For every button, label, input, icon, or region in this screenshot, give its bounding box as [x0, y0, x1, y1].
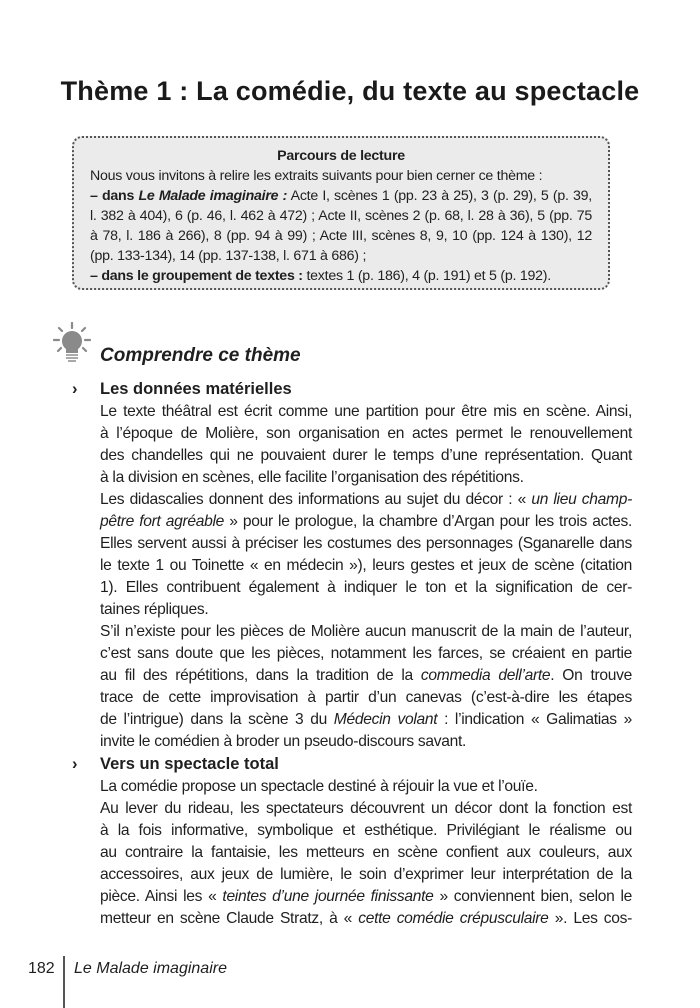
- text-segment: pièce. Ainsi les «: [100, 888, 223, 905]
- text-segment: à la fois informative, symbolique et esthétique. Privilégiant le réalisme ou: [100, 822, 632, 839]
- text-line: [100, 621, 632, 643]
- text-line: [100, 731, 632, 753]
- text-segment: textes 1 (p. 186), 4 (p. 191) et 5 (p. 192).: [302, 268, 551, 284]
- subsection-heading: [72, 755, 279, 774]
- text-segment: » pour le prologue, la chambre d’Argan pour les trois actes.: [224, 513, 632, 530]
- text-segment: Au lever du rideau, les spectateurs découvrent un décor dont la fonction est: [100, 800, 632, 817]
- text-line: [100, 423, 632, 445]
- text-segment: ». Les cos-: [548, 910, 633, 927]
- text-line: [100, 555, 632, 577]
- text-segment: 1). Elles contribuent également à indiquer le ton et la signification de cer-: [100, 579, 632, 596]
- chevron-right-icon: ›: [72, 380, 78, 398]
- text-segment: Les didascalies donnent des informations au sujet du décor : «: [100, 491, 532, 508]
- chevron-right-icon: ›: [72, 755, 78, 773]
- text-line: [90, 166, 592, 186]
- text-line: [90, 186, 592, 206]
- text-line: [90, 266, 592, 286]
- subsection-heading: [72, 380, 292, 399]
- text-line: [100, 445, 632, 467]
- reading-path-text: [90, 166, 592, 286]
- text-line: [100, 643, 632, 665]
- text-line: [90, 206, 592, 226]
- text-line: [90, 246, 592, 266]
- text-segment: c’est sans doute que les pièces, notamment les farces, se créaient en partie: [100, 645, 632, 662]
- text-segment: commedia dell’arte: [420, 667, 551, 684]
- text-line: [100, 401, 632, 423]
- text-segment: Le Malade imaginaire :: [138, 188, 288, 204]
- text-line: [100, 467, 632, 489]
- text-segment: La comédie propose un spectacle destiné à réjouir la vue et l’ouïe.: [100, 778, 538, 795]
- text-segment: trace de cette improvisation à partir d’un canevas (c’est-à-dire les étapes: [100, 689, 632, 706]
- text-line: [100, 709, 632, 731]
- text-line: [100, 864, 632, 886]
- text-line: [100, 489, 632, 511]
- text-segment: un lieu champ-: [531, 491, 632, 508]
- text-segment: » conviennent bien, selon le: [433, 888, 632, 905]
- text-segment: teintes d’une journée finissante: [222, 888, 434, 905]
- text-segment: Elles servent aussi à préciser les costumes des personnages (Sganarelle dans: [100, 535, 632, 552]
- text-line: [100, 842, 632, 864]
- page-title: Thème 1 : La comédie, du texte au spectacle: [60, 76, 640, 106]
- running-title: Le Malade imaginaire: [74, 960, 227, 977]
- text-segment: Médecin volant: [333, 711, 438, 728]
- text-segment: cette comédie crépusculaire: [358, 910, 549, 927]
- text-segment: – dans: [90, 188, 139, 204]
- text-segment: – dans le groupement de textes :: [90, 268, 303, 284]
- subsection-heading-text: Les données matérielles: [100, 380, 292, 398]
- subsection-body: [100, 776, 632, 930]
- text-line: [100, 599, 632, 621]
- text-segment: Acte I, scènes 1 (pp. 23 à 25), 3 (p. 29), 5 (p. 39,: [287, 188, 592, 204]
- text-segment: (pp. 133-134), 14 (pp. 137-138, l. 671 à 686) ;: [90, 248, 367, 264]
- text-segment: au contraire la fantaisie, les metteurs en scène confient aux couleurs, aux: [100, 844, 632, 861]
- lightbulb-icon: [52, 322, 92, 364]
- text-line: [100, 533, 632, 555]
- subsection-body: [100, 401, 632, 753]
- text-segment: à 78, l. 186 à 266), 8 (pp. 94 à 99) ; Acte III, scènes 8, 9, 10 (pp. 124 à 130), 12: [90, 228, 592, 244]
- text-line: [100, 820, 632, 842]
- text-segment: . On trouve: [550, 667, 632, 684]
- text-line: [100, 665, 632, 687]
- text-segment: Le texte théâtral est écrit comme une partition pour être mis en scène. Ainsi,: [100, 403, 632, 420]
- text-line: [90, 226, 592, 246]
- text-line: [100, 886, 632, 908]
- text-line: [100, 798, 632, 820]
- reading-path-box: [72, 136, 610, 290]
- page-number: 182: [28, 960, 55, 977]
- text-segment: accessoires, aux jeux de lumière, le soin d’exprimer leur interprétation de la: [100, 866, 632, 883]
- reading-path-heading: Parcours de lecture: [277, 148, 405, 164]
- text-segment: à la division en scènes, elle facilite l’organisation des répétitions.: [100, 469, 524, 486]
- subsection-heading-text: Vers un spectacle total: [100, 755, 279, 773]
- text-segment: le texte 1 ou Toinette « en médecin »), leurs gestes et jeux de scène (citation: [100, 557, 632, 574]
- text-segment: Nous vous invitons à relire les extraits suivants pour bien cerner ce thème :: [90, 168, 543, 184]
- text-segment: metteur en scène Claude Stratz, à «: [100, 910, 359, 927]
- footer-divider: [63, 956, 65, 1008]
- text-segment: des chandelles qui ne pouvaient durer le temps d’une représentation. Quant: [100, 447, 632, 464]
- text-line: [100, 908, 632, 930]
- text-segment: taines répliques.: [100, 601, 209, 618]
- text-segment: pêtre fort agréable: [100, 513, 225, 530]
- text-segment: invite le comédien à broder un pseudo-discours savant.: [100, 733, 467, 750]
- text-segment: au fil des répétitions, dans la tradition de la: [100, 667, 421, 684]
- text-segment: de l’intrigue) dans la scène 3 du: [100, 711, 334, 728]
- text-line: [100, 776, 632, 798]
- section-title: Comprendre ce thème: [100, 345, 301, 366]
- text-segment: S’il n’existe pour les pièces de Molière aucun manuscrit de la main de l’auteur,: [100, 623, 632, 640]
- text-segment: à l’époque de Molière, son organisation en actes permet le renouvellement: [100, 425, 632, 442]
- text-line: [100, 687, 632, 709]
- text-segment: l. 382 à 404), 6 (p. 46, l. 462 à 472) ; Acte II, scènes 2 (p. 68, l. 28 à 36), 5 (pp. 75: [90, 208, 592, 224]
- text-line: [100, 511, 632, 533]
- text-segment: : l’indication « Galimatias »: [437, 711, 632, 728]
- text-line: [100, 577, 632, 599]
